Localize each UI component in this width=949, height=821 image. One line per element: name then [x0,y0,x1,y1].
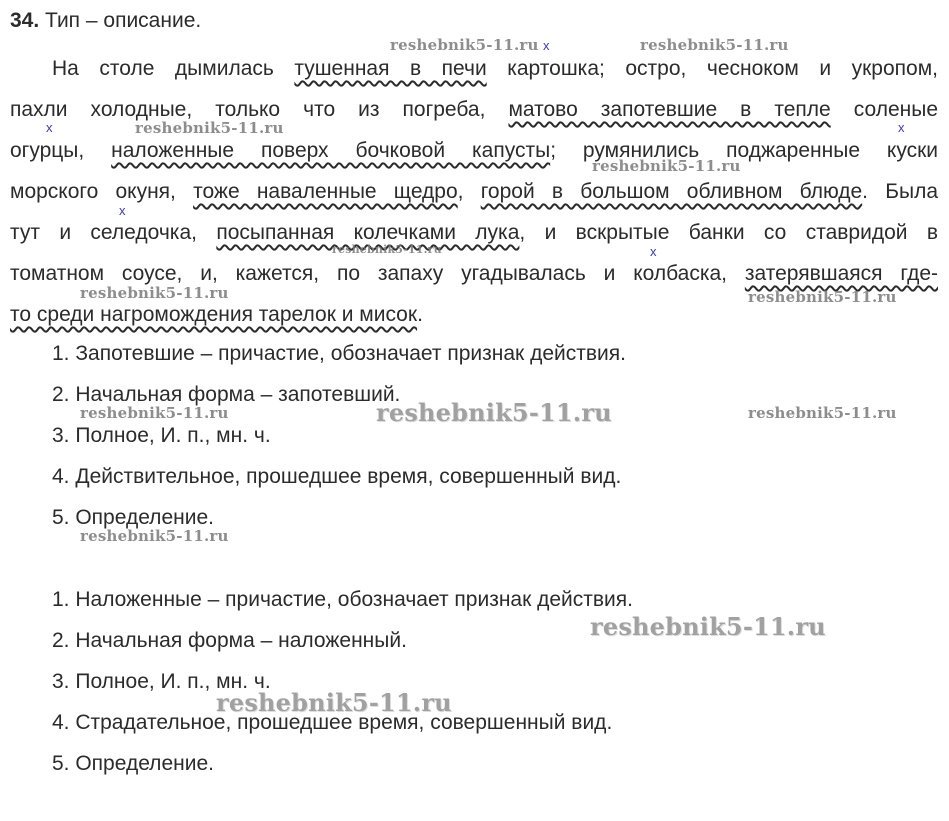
watermark: reshebnik5-11.ru [80,404,229,422]
text-run: тут и селедочка, [10,221,217,244]
list-item: 4. Действительное, прошедшее время, совершенный вид. [52,465,622,488]
text-run: . [417,303,423,326]
noun-mark-x: x [543,38,550,53]
watermark: reshebnik5-11.ru [135,119,284,137]
watermark: reshebnik5-11.ru [376,398,612,427]
task-heading [10,4,201,38]
text-run: На столе дымилась [52,57,295,80]
noun-mark-x: x [119,203,126,218]
noun-mark-x: x [898,120,905,135]
text-run: морского окуня, [10,180,194,203]
paragraph-line [10,171,938,212]
list-item: 5. Определение. [52,752,214,775]
text-run: пахли холодные, только что из погреба, [10,98,509,121]
text-paragraph [10,48,938,335]
participle-phrase: матово запотевшие в тепле [508,98,831,121]
text-run: соленые [830,98,939,121]
watermark: reshebnik5-11.ru [748,288,897,306]
participle-phrase: горой в большом обливном блюде [480,180,863,203]
text-run: огурцы, [10,139,112,162]
analysis-list-1 [52,333,626,538]
list-item: 2. Начальная форма – наложенный. [52,629,407,652]
paragraph-line [10,130,938,171]
list-item: 5. Определение. [52,506,214,529]
paragraph-line [10,48,938,89]
paragraph-line [10,89,938,130]
participle-phrase: то среди нагромождения тарелок и мисок [10,303,418,326]
text-run: . Была [862,180,939,203]
text-run: картошка; остро, чесноком и укропом, [486,57,938,80]
list-item: 4. Страдательное, прошедшее время, совершенный вид. [52,711,613,734]
task-number: 34. [10,9,40,32]
paragraph-line [10,212,938,253]
list-item: 3. Полное, И. п., мн. ч. [52,424,271,447]
paragraph-line [10,294,938,335]
text-run: , [457,180,481,203]
watermark: reshebnik5-11.ru [390,36,539,54]
noun-mark-x: x [46,120,53,135]
participle-phrase: тушенная в печи [294,57,487,80]
list-item: 2. Начальная форма – запотевший. [52,383,401,406]
participle-phrase: тоже наваленные щедро [193,180,458,203]
watermark: reshebnik5-11.ru [216,688,452,717]
list-item: 1. Наложенные – причастие, обозначает признак действия. [52,588,633,611]
noun-mark-x: x [650,244,657,259]
participle-phrase: посыпанная колечками лука [216,221,520,244]
list-item: 3. Полное, И. п., мн. ч. [52,670,271,693]
watermark: reshebnik5-11.ru [80,527,229,545]
watermark: reshebnik5-11.ru [748,404,897,422]
watermark: reshebnik5-11.ru [640,36,789,54]
text-run: ; румянились поджаренные куски [550,139,939,162]
list-item: 1. Запотевшие – причастие, обозначает признак действия. [52,342,626,365]
watermark: reshebnik5-11.ru [592,157,741,175]
task-title: Тип – описание. [45,9,202,32]
text-run: томатном соусе, и, кажется, по запаху угадывалась и колбаска, [10,262,745,285]
participle-phrase: затерявшаяся где- [744,262,938,285]
analysis-list-2 [52,579,633,784]
paragraph-line [10,253,938,294]
watermark: reshebnik5-11.ru [332,243,442,256]
participle-phrase: наложенные поверх бочковой капусты [111,139,551,162]
text-run: , и вскрытые банки со ставридой в [519,221,938,244]
watermark: reshebnik5-11.ru [80,284,229,302]
watermark: reshebnik5-11.ru [590,612,826,641]
